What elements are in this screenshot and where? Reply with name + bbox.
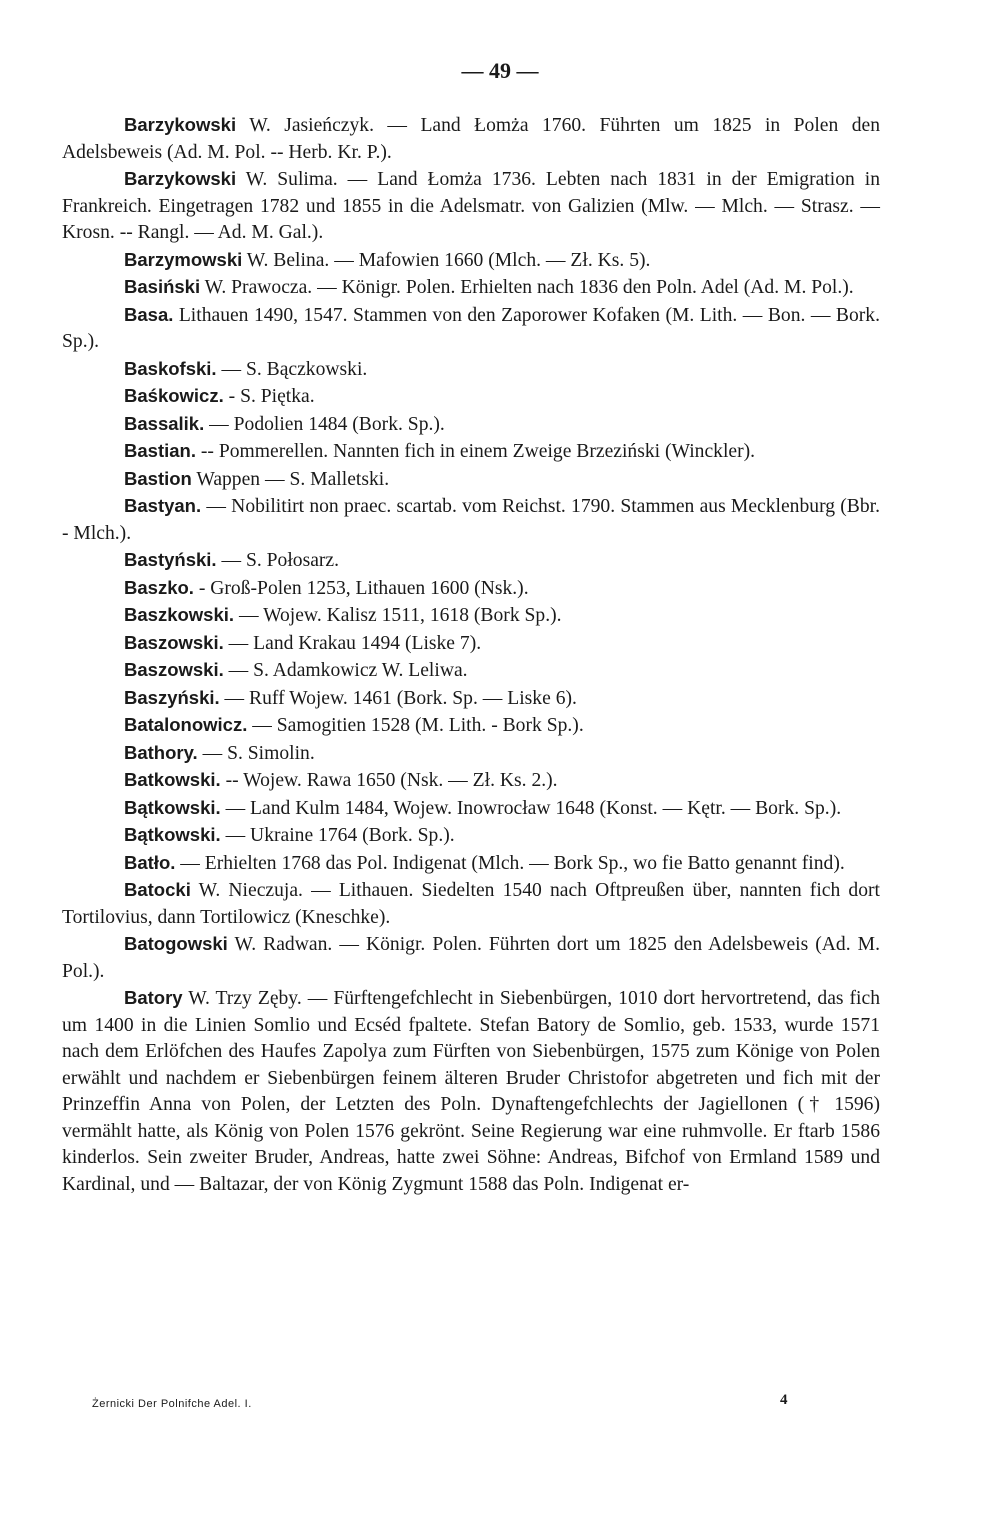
entry-head: Bassalik. xyxy=(124,412,205,434)
entry-text: — Land Krakau 1494 (Liske 7). xyxy=(228,632,482,654)
entry-head: Batocki xyxy=(124,879,191,900)
entry-text: W. Belina. — Mafowien 1660 (Mlch. — Zł. Ks. 5). xyxy=(246,249,651,271)
entry-head: Baśkowicz. xyxy=(124,385,224,406)
footer-signature-line: Żernicki Der Polnifche Adel. I. xyxy=(92,1398,252,1410)
entry xyxy=(62,247,880,275)
entry-text: -- Pommerellen. Nannten fich in einem Zweige Brzeziński (Winckler). xyxy=(200,441,756,462)
entry xyxy=(62,795,880,823)
entry-text: — Podolien 1484 (Bork. Sp.). xyxy=(209,413,445,435)
entry xyxy=(62,985,880,1198)
entry xyxy=(62,166,880,247)
entry xyxy=(62,850,880,878)
entry xyxy=(62,383,880,411)
entry xyxy=(62,356,880,384)
entry-head: Bastian. xyxy=(124,440,196,461)
entry xyxy=(62,685,880,713)
entry xyxy=(62,302,880,356)
entry xyxy=(62,630,880,658)
entry-head: Bątkowski. xyxy=(124,824,221,845)
entry-head: Batory xyxy=(124,987,183,1008)
entry-head: Baskofski. xyxy=(124,357,217,379)
entry xyxy=(62,657,880,685)
entry xyxy=(62,547,880,575)
entry-head: Bastyński. xyxy=(124,549,217,570)
entry xyxy=(62,274,880,302)
entry-text: — S. Połosarz. xyxy=(221,550,340,571)
entry xyxy=(62,712,880,740)
entry-head: Batło. xyxy=(124,851,176,873)
entry-text: - S. Piętka. xyxy=(228,386,315,407)
entry-text: — Nobilitirt non praec. scartab. vom Reichst. 1790. Stammen aus Mecklenburg (Bbr. - Mlch.). xyxy=(62,496,880,544)
entry-text: Lithauen 1490, 1547. Stammen von den Zaporower Kofaken (M. Lith. — Bon. — Bork. Sp.). xyxy=(62,304,880,352)
entry-head: Barzykowski xyxy=(124,168,237,189)
entry-head: Bathory. xyxy=(124,741,198,763)
entry-text: — S. Simolin. xyxy=(202,742,315,764)
entry-head: Baszowski. xyxy=(124,659,224,680)
entry-text: — Ruff Wojew. 1461 (Bork. Sp. — Liske 6). xyxy=(224,687,577,709)
entry xyxy=(62,740,880,768)
entry xyxy=(62,411,880,439)
entry-head: Baszkowski. xyxy=(124,604,235,625)
entry-text: — S. Adamkowicz W. Leliwa. xyxy=(228,660,468,681)
page-number: — 49 — xyxy=(461,58,539,83)
entry-text: Wappen — S. Malletski. xyxy=(196,468,390,490)
entry xyxy=(62,493,880,547)
entry xyxy=(62,767,880,795)
entry-head: Bastyan. xyxy=(124,495,202,516)
entry-head: Basa. xyxy=(124,303,174,325)
entry-text: W. Sulima. — Land Łomża 1736. Lebten nach 1831 in der Emigration in Frankreich. Eingetragen 1782 und 1855 in die Adelsmatr. von Galizien (Mlw. — Mlch. — Strasz. — Krosn. -- Rangl. — Ad. M. Gal.). xyxy=(62,169,880,243)
entry-head: Bątkowski. xyxy=(124,796,221,818)
entry-text: — Land Kulm 1484, Wojew. Inowrocław 1648 (Konst. — Kętr. — Bork. Sp.). xyxy=(225,797,842,819)
entry-head: Baszko. xyxy=(124,576,194,598)
entry-head: Barzymowski xyxy=(124,248,243,270)
entry xyxy=(62,438,880,466)
entry xyxy=(62,112,880,166)
entry xyxy=(62,931,880,985)
entry-text: W. Nieczuja. — Lithauen. Siedelten 1540 nach Oftpreußen über, nannten fich dort Tortilovius, dann Tortilowicz (Kneschke). xyxy=(62,880,880,928)
entry-text: -- Wojew. Rawa 1650 (Nsk. — Zł. Ks. 2.). xyxy=(225,770,558,791)
entry-head: Baszowski. xyxy=(124,631,224,653)
entry xyxy=(62,822,880,850)
entry-text: - Groß-Polen 1253, Lithauen 1600 (Nsk.). xyxy=(198,577,529,599)
entry-head: Batogowski xyxy=(124,933,228,954)
entry xyxy=(62,602,880,630)
entry-text: W. Prawocza. — Königr. Polen. Erhielten nach 1836 den Poln. Adel (Ad. M. Pol.). xyxy=(204,277,854,298)
entry xyxy=(62,877,880,931)
entry-text: W. Radwan. — Königr. Polen. Führten dort um 1825 den Adelsbeweis (Ad. M. Pol.). xyxy=(62,934,880,982)
entry-head: Basiński xyxy=(124,276,201,297)
entry-head: Barzykowski xyxy=(124,114,237,135)
entry xyxy=(62,466,880,494)
entry-list xyxy=(62,112,880,1198)
sheet-signature-mark: 4 xyxy=(780,1392,788,1408)
entry-text: — Wojew. Kalisz 1511, 1618 (Bork Sp.). xyxy=(238,605,562,626)
entry-head: Batkowski. xyxy=(124,769,221,790)
entry-head: Baszyński. xyxy=(124,686,220,708)
entry-text: — Erhielten 1768 das Pol. Indigenat (Mlch. — Bork Sp., wo fie Batto genannt find). xyxy=(180,852,845,874)
entry-head: Batalonowicz. xyxy=(124,714,248,735)
entry-head: Bastion xyxy=(124,467,192,489)
entry xyxy=(62,575,880,603)
entry-text: — S. Bączkowski. xyxy=(221,358,368,380)
entry-text: — Ukraine 1764 (Bork. Sp.). xyxy=(225,825,455,846)
entry-text: W. Trzy Zęby. — Fürftengefchlecht in Siebenbürgen, 1010 dort hervortretend, das fich um 1400 in die Linien Somlio und Ecséd fpaltete. Stefan Batory de Somlio, geb. 1533, wurde 1571 nach dem Erlöfchen des Haufes Zapolya zum Fürften von Siebenbürgen, 1575 zum Könige von Polen erwählt und nachdem er Siebenbürgen feinem älteren Bruder Christofor abgetreten und fich mit der Prinzeffin Anna von Polen, der Letzten des Poln. Dynaftengefchlechts der Jagiellonen († 1596) vermählt hatte, als König von Polen 1576 gekrönt. Seine Regierung war eine ruhmvolle. Er ftarb 1586 kinderlos. Sein zweiter Bruder, Andreas, hatte zwei Söhne: Andreas, Bifchof von Ermland 1589 und Kardinal, und — Baltazar, der von König Zygmunt 1588 das Poln. Indigenat er- xyxy=(62,988,880,1195)
entry-text: — Samogitien 1528 (M. Lith. - Bork Sp.). xyxy=(252,715,584,736)
entry-text: W. Jasieńczyk. — Land Łomża 1760. Führten um 1825 in Polen den Adelsbeweis (Ad. M. Pol. -- Herb. Kr. P.). xyxy=(62,115,880,163)
